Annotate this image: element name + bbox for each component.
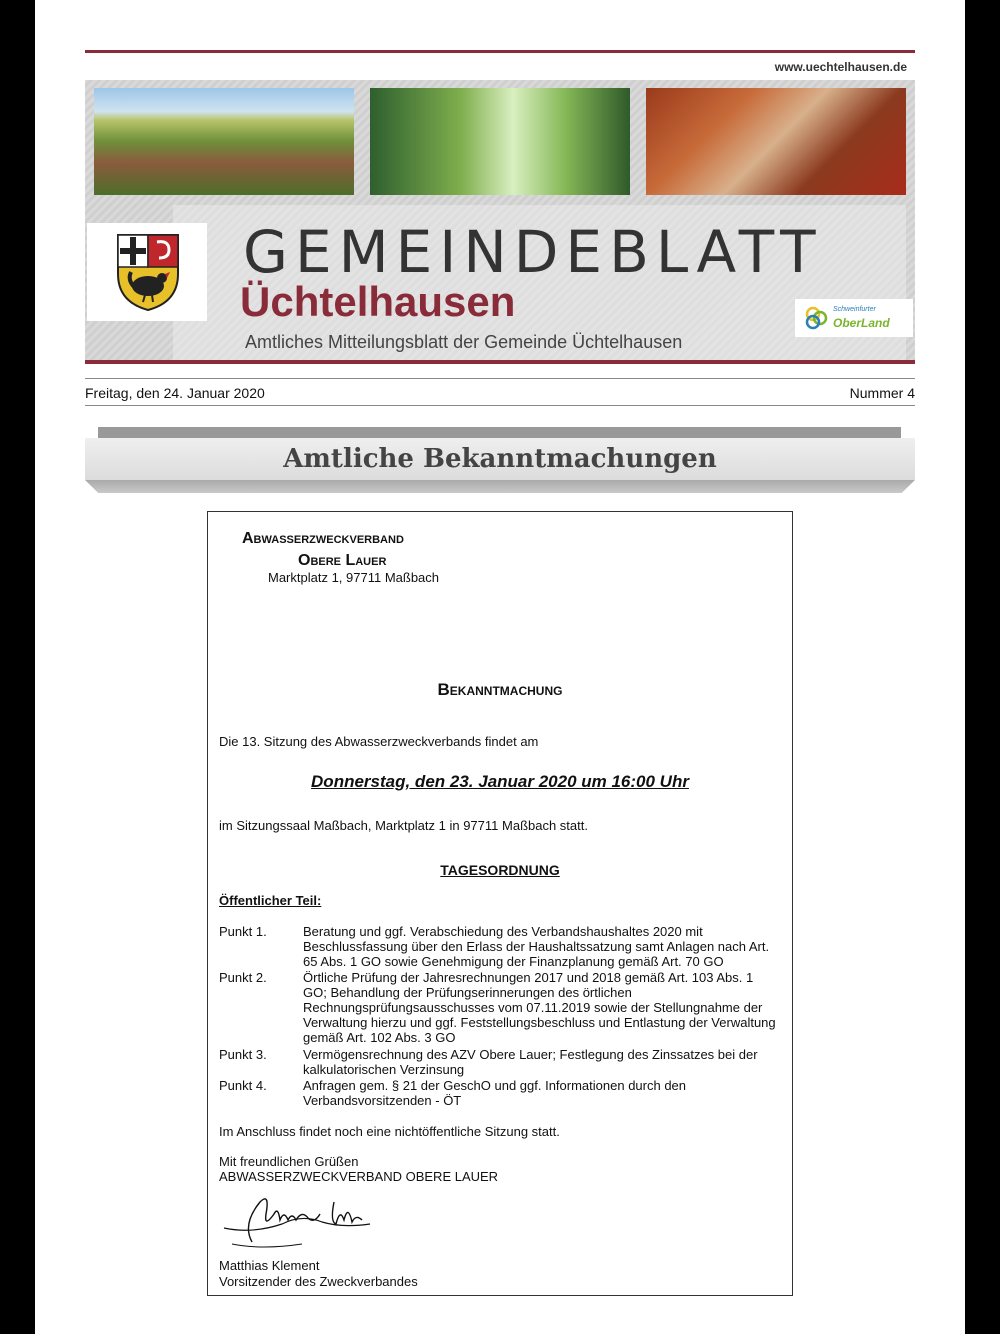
signer-role: Vorsitzender des Zweckverbandes [219, 1274, 418, 1289]
greeting: Mit freundlichen Grüßen [219, 1154, 359, 1169]
newsletter-page [35, 0, 965, 1334]
village-photo [94, 88, 354, 195]
website-url[interactable]: www.uechtelhausen.de [774, 60, 907, 74]
oberland-logo [795, 299, 913, 337]
agenda-title: TAGESORDNUNG [440, 862, 560, 878]
public-part-label: Öffentlicher Teil: [219, 893, 322, 908]
agenda-item-text: Beratung und ggf. Verabschiedung des Verbandshaushaltes 2020 mit Beschlussfassung über den Erlass der Haushaltssatzung samt Anlagen nach Art. 65 Abs. 1 GO sowie Genehmigung der Finanzplanung gemäß Art. 70 GO [303, 924, 770, 969]
section-title: Amtliche Bekanntmachungen [283, 444, 717, 474]
notice-document [207, 511, 793, 1296]
greeting-org: ABWASSERZWECKVERBAND OBERE LAUER [219, 1169, 499, 1184]
closing-note: Im Anschluss findet noch eine nichtöffentliche Sitzung statt. [219, 1124, 560, 1139]
signature-icon [222, 1184, 372, 1252]
logo-text-bottom: OberLand [833, 316, 890, 330]
agenda-item [219, 1078, 779, 1108]
notice-heading: Bekanntmachung [437, 680, 563, 699]
org-name-line2: Obere Lauer [298, 552, 387, 569]
newsletter-subtitle: Amtliches Mitteilungsblatt der Gemeinde Üchtelhausen [245, 332, 683, 352]
meeting-date: Donnerstag, den 23. Januar 2020 um 16:00 Uhr [311, 772, 689, 791]
agenda-item-label: Punkt 3. [219, 1047, 267, 1062]
agenda-item [219, 970, 779, 1045]
coat-of-arms-box [87, 223, 207, 321]
issue-date: Freitag, den 24. Januar 2020 [85, 385, 265, 401]
issue-rule-top [85, 378, 915, 379]
newsletter-title: GEMEINDEBLATT [243, 218, 823, 286]
oberland-rings-icon [803, 305, 831, 331]
coat-of-arms-icon [115, 232, 181, 312]
agenda-item-label: Punkt 4. [219, 1078, 267, 1093]
agenda-item-label: Punkt 2. [219, 970, 267, 985]
signer-name: Matthias Klement [219, 1258, 320, 1273]
river-photo [370, 88, 630, 195]
agenda-item [219, 924, 779, 969]
agenda-item-label: Punkt 1. [219, 924, 267, 939]
farmhouse-photo [646, 88, 906, 195]
issue-number: Nummer 4 [849, 385, 915, 401]
logo-text-top: Schweinfurter [833, 306, 876, 313]
header-top-rule [85, 50, 915, 53]
agenda-item-text: Vermögensrechnung des AZV Obere Lauer; Festlegung des Zinssatzes bei der kalkulatorischen Verzinsung [303, 1047, 758, 1077]
section-bar-bottom [85, 480, 915, 493]
meeting-place: im Sitzungssaal Maßbach, Marktplatz 1 in 97711 Maßbach statt. [219, 818, 588, 833]
town-name: Üchtelhausen [240, 278, 516, 325]
section-bar [85, 438, 915, 480]
agenda-item [219, 1047, 779, 1077]
org-name-line1: Abwasserzweckverband [242, 530, 404, 547]
org-address: Marktplatz 1, 97711 Maßbach [268, 570, 440, 585]
agenda-item-text: Anfragen gem. § 21 der GeschO und ggf. Informationen durch den Verbandsvorsitzenden - ÖT [303, 1078, 687, 1108]
issue-rule-bottom [85, 405, 915, 406]
header-banner [85, 80, 915, 362]
header-bottom-rule [85, 360, 915, 364]
agenda-item-text: Örtliche Prüfung der Jahresrechnungen 2017 und 2018 gemäß Art. 103 Abs. 1 GO; Behandlung der Prüfungserinnerungen des örtlichen Rechnungsprüfungsausschusses vom 07.11.2019 sowie der Stellungnahme der Verwaltung hierzu und ggf. Feststellungsbeschluss und Entlastung der Verwaltung gemäß Art. 102 Abs. 3 GO [303, 970, 776, 1045]
section-bar-top [98, 427, 901, 438]
notice-intro: Die 13. Sitzung des Abwasserzweckverbands findet am [219, 734, 539, 749]
